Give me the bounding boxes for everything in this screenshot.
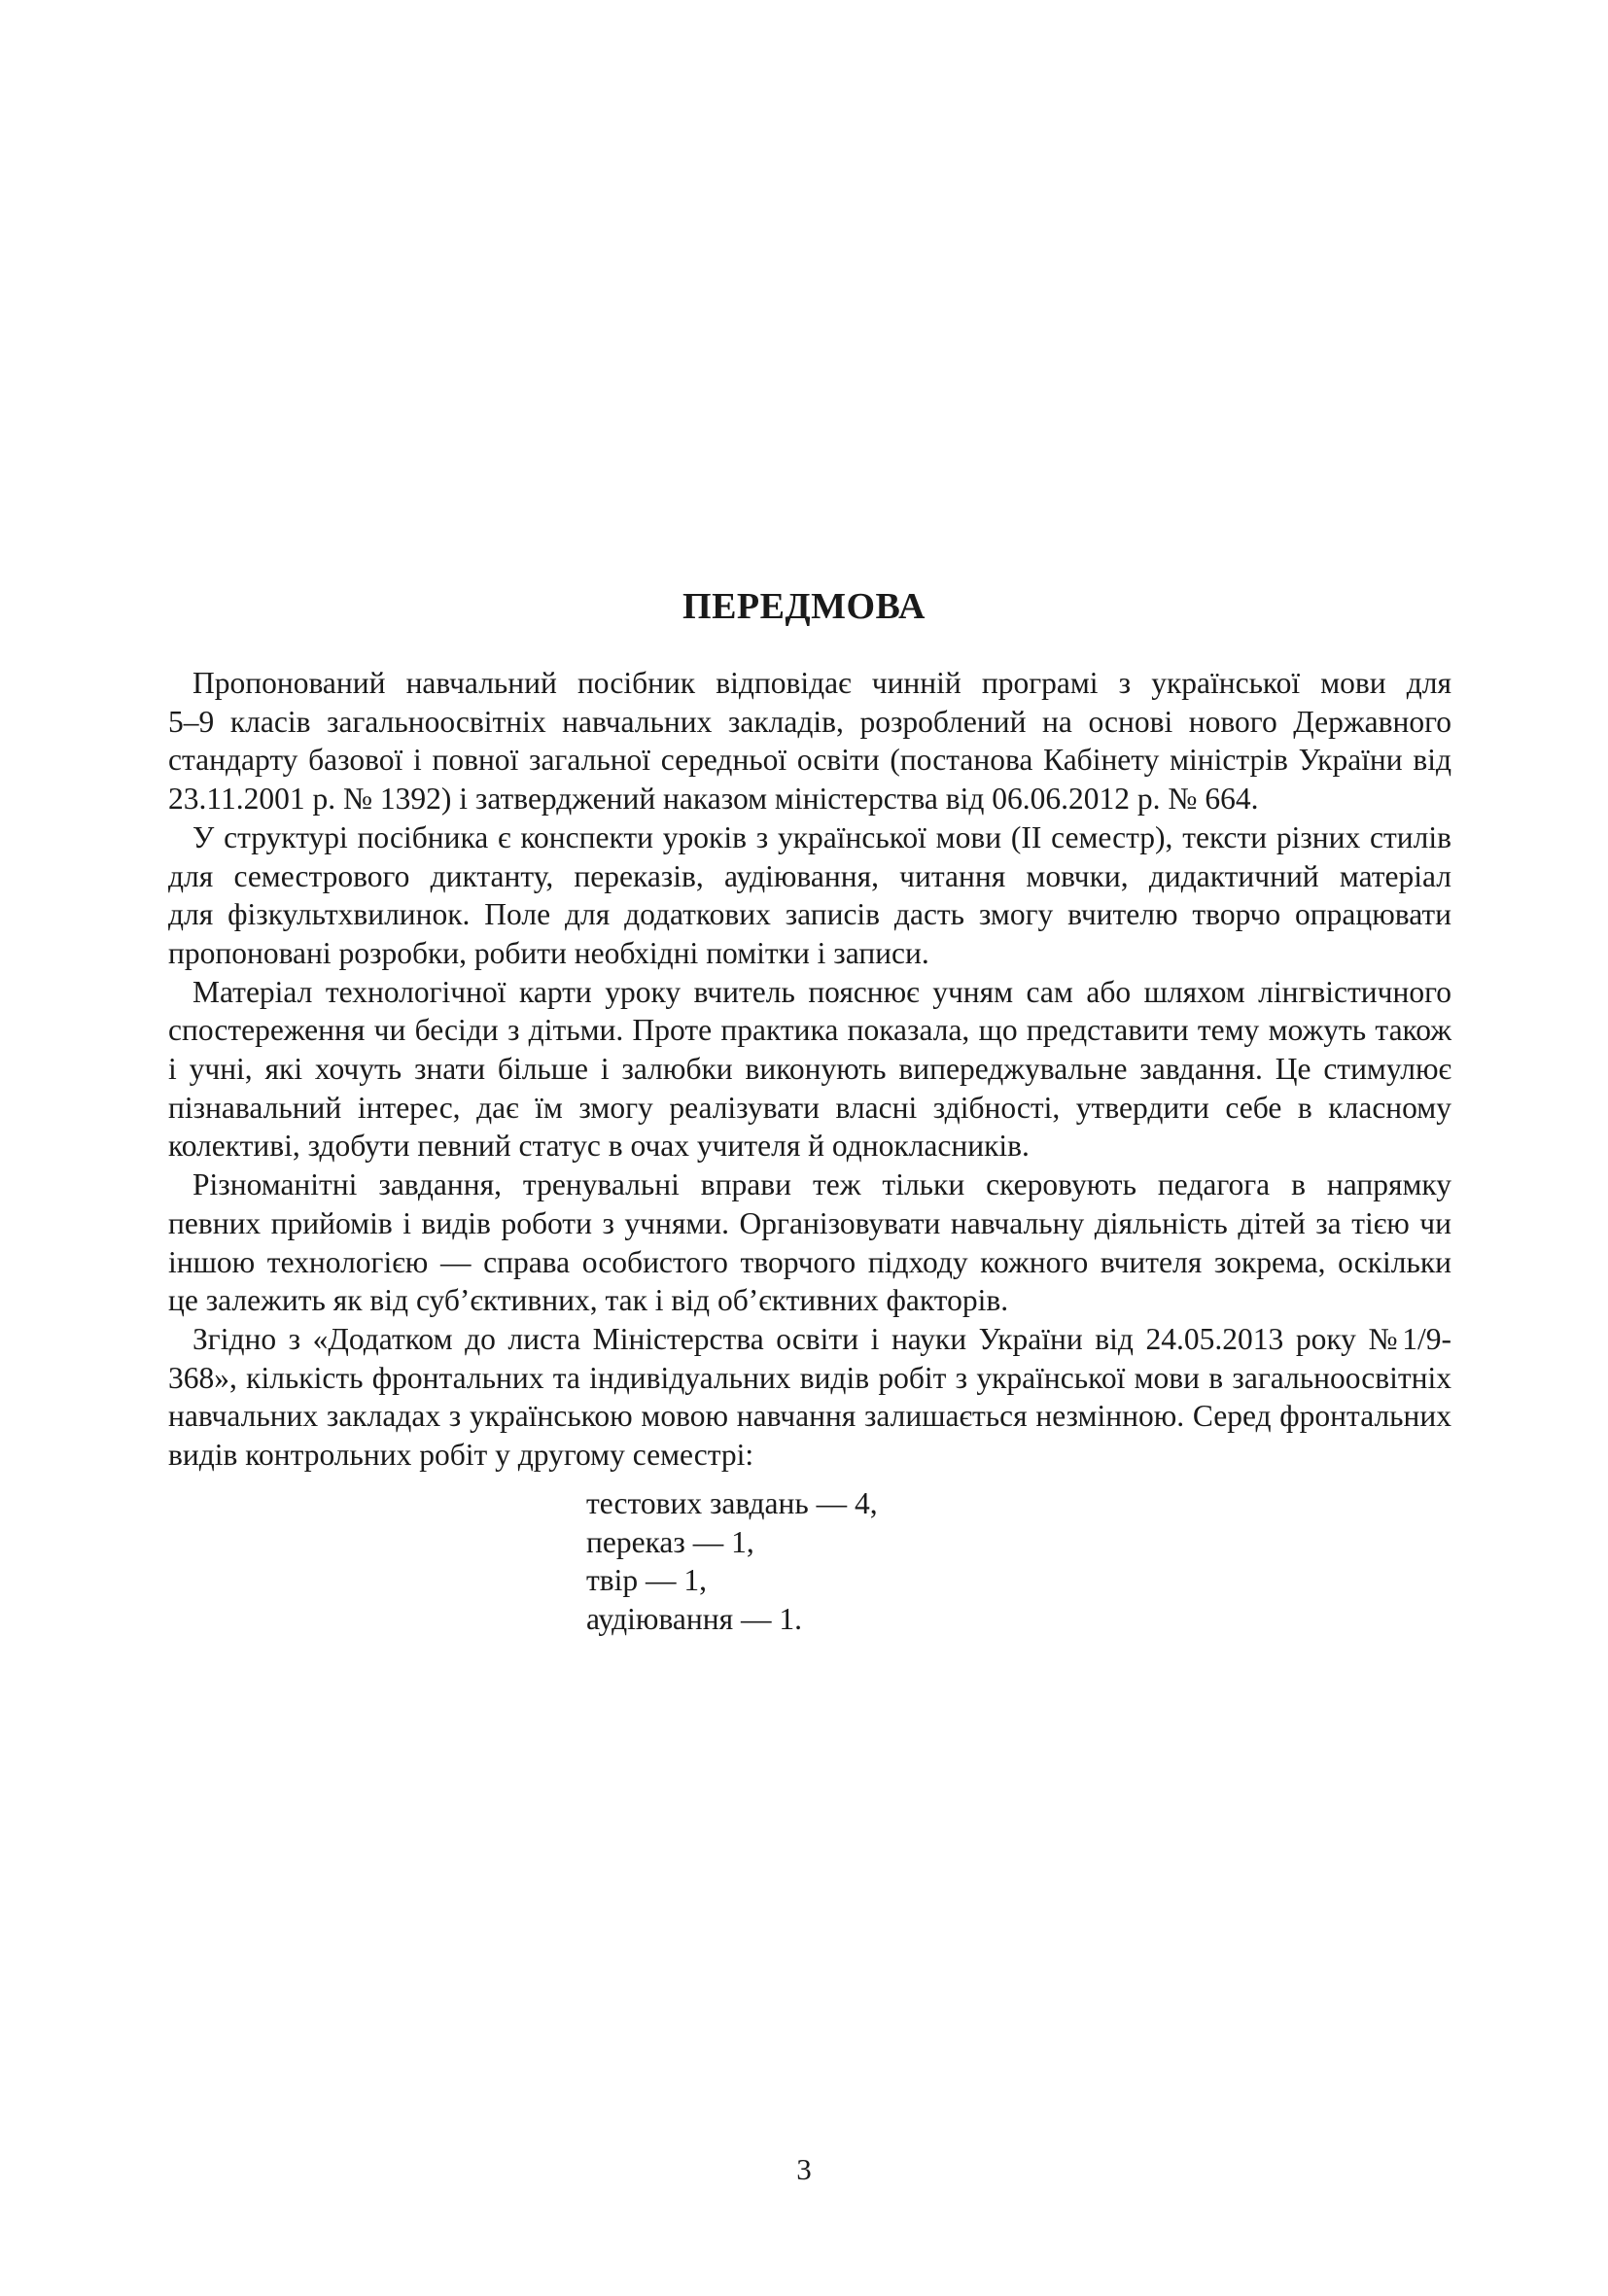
paragraph-5 — [168, 1320, 1451, 1475]
paragraph-line: і учні, які хочуть знати більше і залюбки виконують випереджувальне завдання. Це стимулює — [168, 1052, 1451, 1087]
page-number: 3 — [796, 2152, 812, 2186]
paragraph-line: стандарту базової і повної загальної середньої освіти (постанова Кабінету міністрів України від — [168, 743, 1451, 778]
work-types-list — [586, 1484, 878, 1639]
paragraph-line: для семестрового диктанту, переказів, аудіювання, читання мовчки, дидактичний матеріал — [168, 858, 1451, 893]
paragraph-line: пізнавальний інтерес, дає їм змогу реалізувати власні здібності, утвердити себе в класному — [168, 1090, 1451, 1125]
list-item: твір — 1, — [586, 1563, 708, 1598]
paragraph-line: 23.11.2001 р. № 1392) і затверджений наказом міністерства від 06.06.2012 р. № 664. — [168, 782, 1259, 817]
paragraph-line: певних прийомів і видів роботи з учнями. Організовувати навчальну діяльність дітей за тією чи — [168, 1205, 1451, 1240]
paragraph-line: навчальних закладах з українською мовою навчання залишається незмінною. Серед фронтальних — [168, 1399, 1451, 1434]
paragraph-1 — [168, 664, 1451, 818]
list-item: переказ — 1, — [586, 1524, 754, 1559]
page-title: ПЕРЕДМОВА — [682, 586, 926, 627]
paragraph-line: видів контрольних робіт у другому семестрі: — [168, 1438, 754, 1473]
paragraph-line: для фізкультхвилинок. Поле для додаткових записів дасть змогу вчителю творчо опрацювати — [168, 897, 1451, 932]
list-item: аудіювання — 1. — [586, 1602, 802, 1637]
paragraph-4 — [168, 1165, 1451, 1320]
paragraph-line: Пропонований навчальний посібник відповідає чинній програмі з української мови для — [192, 666, 1451, 700]
paragraph-line: 5–9 класів загальноосвітніх навчальних закладів, розроблений на основі нового Державного — [168, 704, 1451, 739]
paragraph-2 — [168, 818, 1451, 973]
paragraph-3 — [168, 973, 1451, 1166]
paragraph-line: спостереження чи бесіди з дітьми. Проте практика показала, що представити тему можуть також — [168, 1013, 1451, 1048]
list-item: тестових завдань — 4, — [586, 1486, 878, 1520]
paragraph-line: Матеріал технологічної карти уроку вчитель пояснює учням сам або шляхом лінгвістичного — [192, 974, 1451, 1009]
paragraph-line: Різноманітні завдання, тренувальні вправи теж тільки скеровують педагога в напрямку — [192, 1167, 1451, 1202]
paragraph-line: це залежить як від суб’єктивних, так і від об’єктивних факторів. — [168, 1283, 1009, 1318]
paragraph-line: колективі, здобути певний статус в очах учителя й однокласників. — [168, 1129, 1030, 1164]
paragraph-line: пропоновані розробки, робити необхідні помітки і записи. — [168, 935, 929, 970]
paragraph-line: іншою технологією — справа особистого творчого підходу кожного вчителя зокрема, оскільки — [168, 1244, 1451, 1279]
paragraph-line: 368», кількість фронтальних та індивідуальних видів робіт з української мови в загальноосвітніх — [168, 1360, 1451, 1395]
preface-body — [168, 664, 1451, 1475]
paragraph-line: У структурі посібника є конспекти уроків з української мови (II семестр), тексти різних стилів — [192, 819, 1451, 854]
paragraph-line: Згідно з «Додатком до листа Міністерства освіти і науки України від 24.05.2013 року №1/9- — [192, 1321, 1451, 1356]
